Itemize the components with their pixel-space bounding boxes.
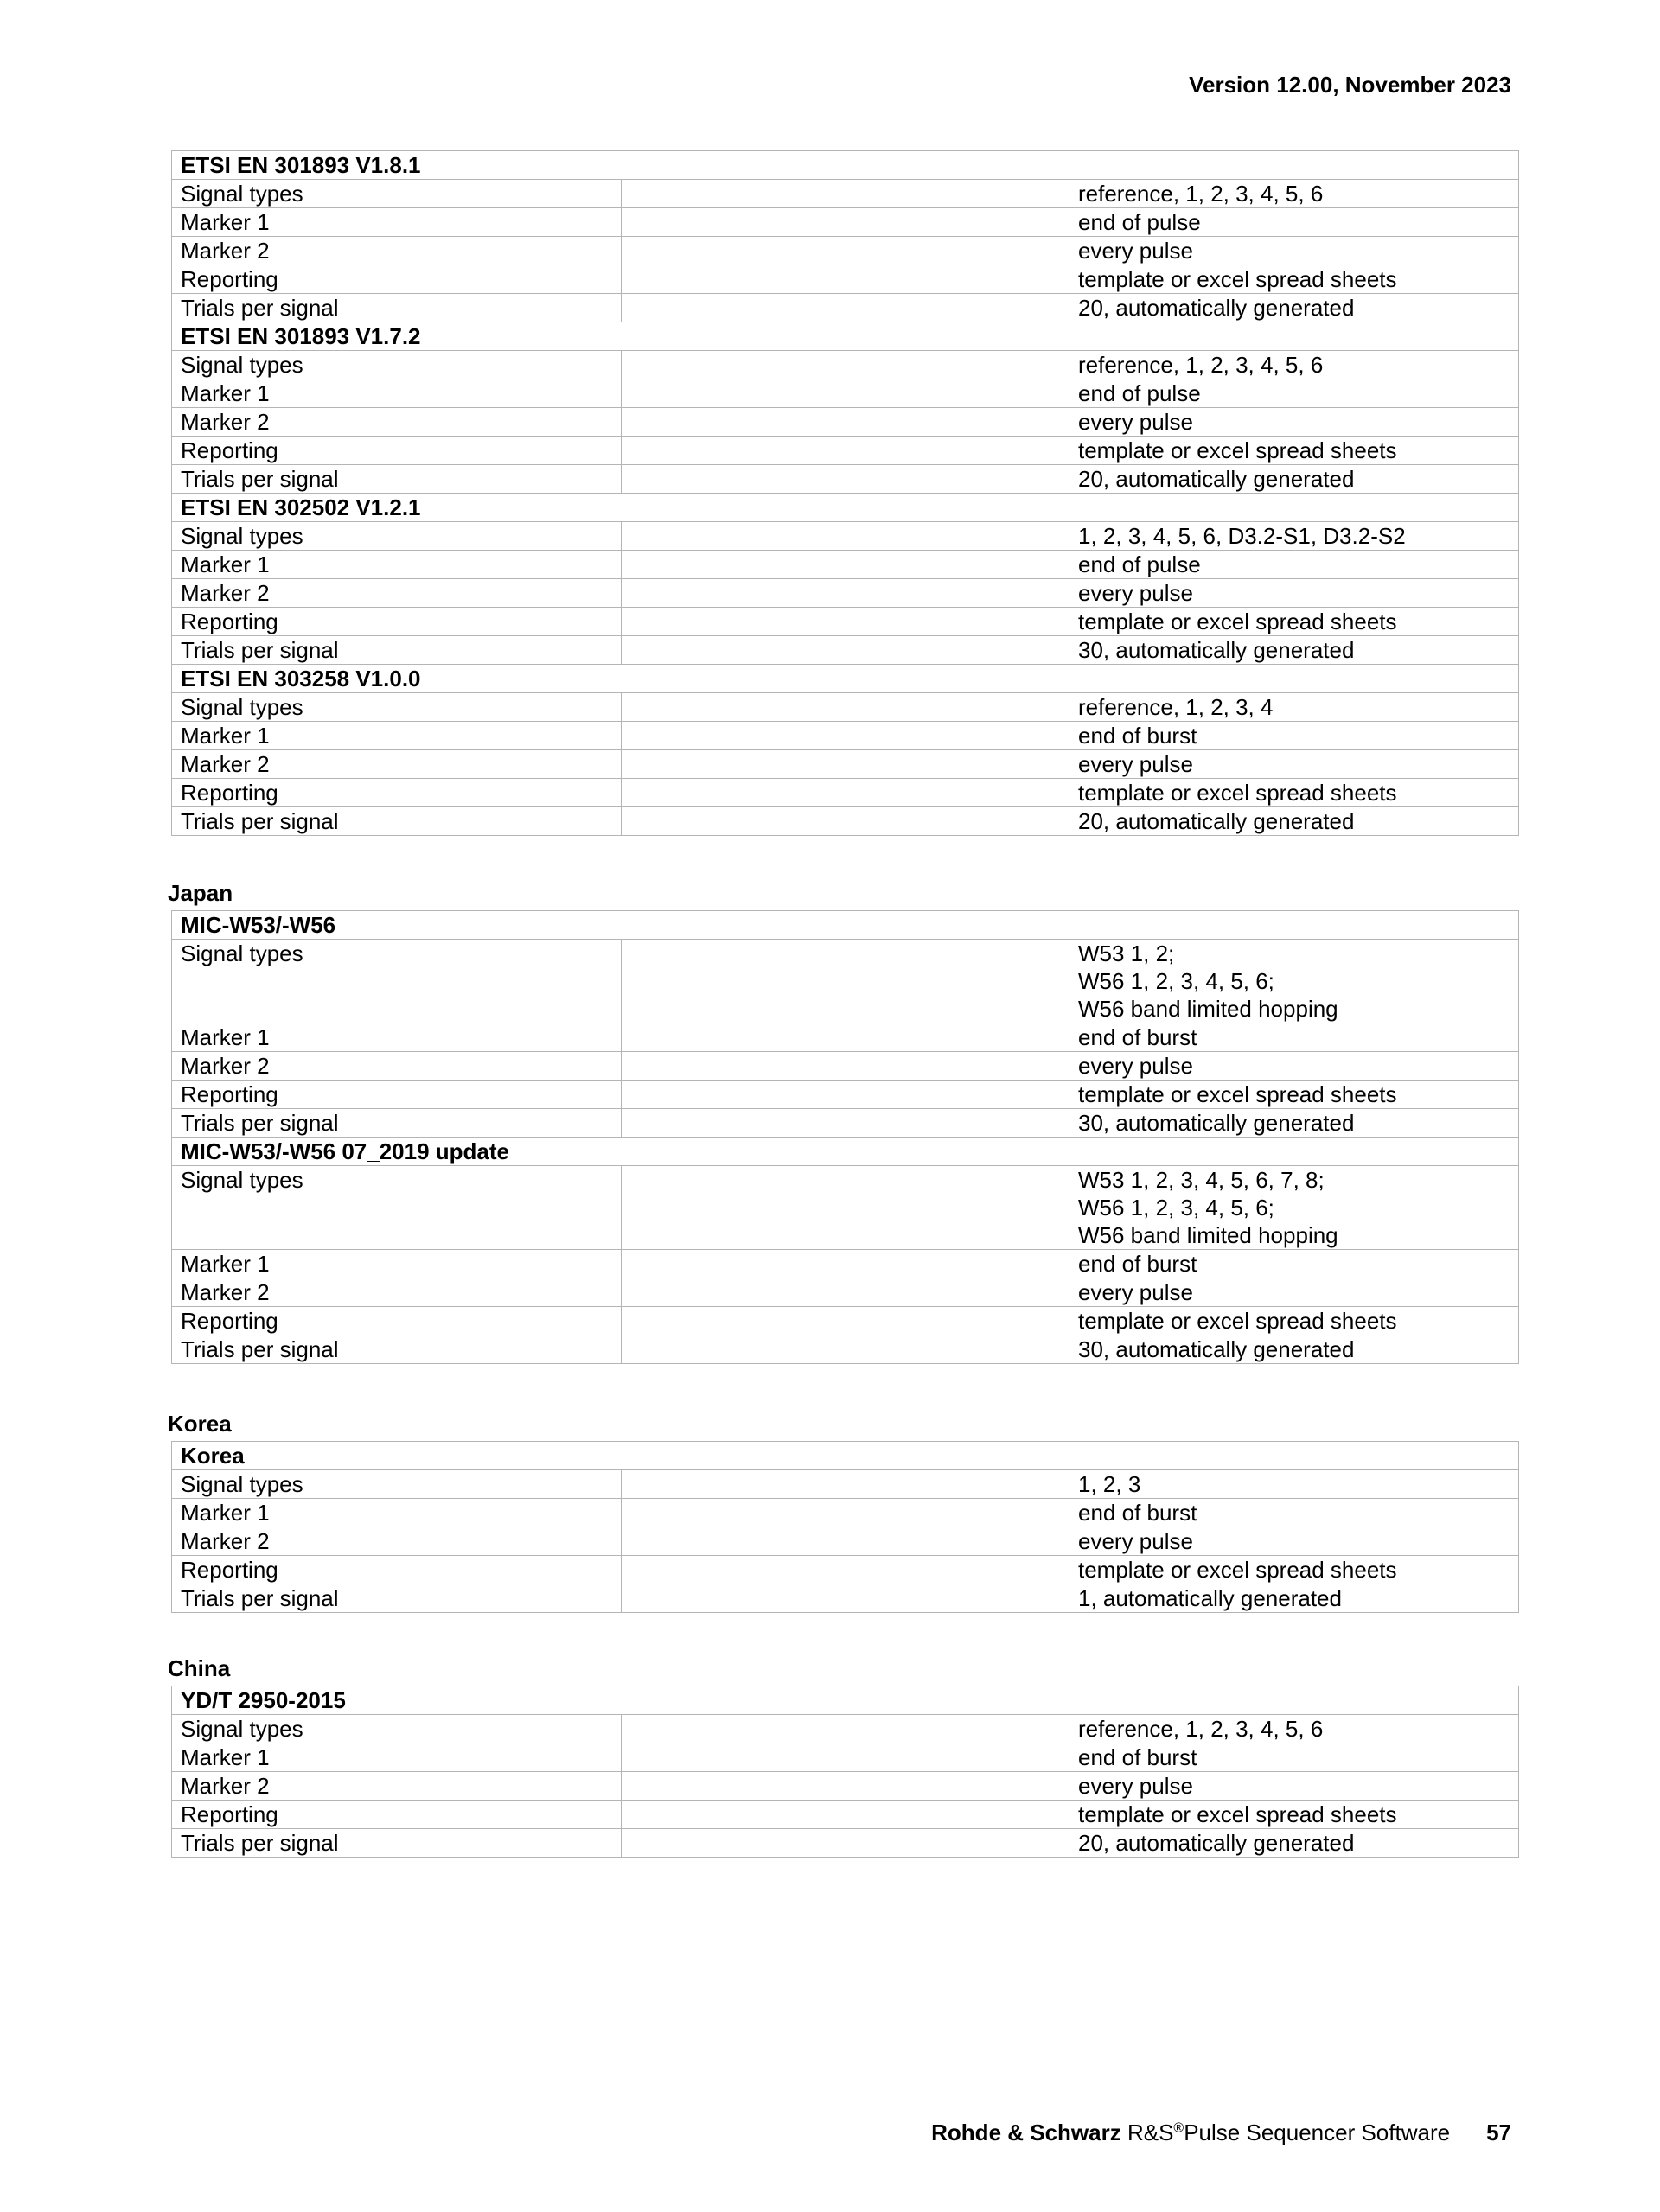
row-label: Trials per signal — [172, 807, 622, 836]
empty-cell — [622, 1499, 1069, 1527]
section-korea — [168, 1406, 1518, 1613]
table-row — [172, 1527, 1519, 1556]
row-label: Signal types — [172, 180, 622, 208]
row-value: template or excel spread sheets — [1069, 1556, 1519, 1584]
row-value: template or excel spread sheets — [1069, 1307, 1519, 1335]
spec-table-body — [172, 1442, 1519, 1613]
empty-cell — [622, 265, 1069, 294]
empty-cell — [622, 1307, 1069, 1335]
table-row — [172, 408, 1519, 437]
row-label: Reporting — [172, 1081, 622, 1109]
empty-cell — [622, 294, 1069, 322]
table-row — [172, 351, 1519, 379]
table-title: ETSI EN 303258 V1.0.0 — [172, 665, 1519, 693]
empty-cell — [622, 408, 1069, 437]
document-version: Version 12.00, November 2023 — [1189, 72, 1511, 98]
row-value: W53 1, 2; W56 1, 2, 3, 4, 5, 6; W56 band limited hopping — [1069, 940, 1519, 1023]
table-title: ETSI EN 301893 V1.8.1 — [172, 151, 1519, 180]
table-row — [172, 608, 1519, 636]
table-title: MIC-W53/-W56 07_2019 update — [172, 1138, 1519, 1166]
empty-cell — [622, 722, 1069, 750]
table-title: ETSI EN 302502 V1.2.1 — [172, 494, 1519, 522]
table-row — [172, 208, 1519, 237]
table-title-row — [172, 665, 1519, 693]
section-etsi — [171, 150, 1518, 836]
table-title: ETSI EN 301893 V1.7.2 — [172, 322, 1519, 351]
empty-cell — [622, 1743, 1069, 1772]
empty-cell — [622, 1556, 1069, 1584]
row-value: W53 1, 2, 3, 4, 5, 6, 7, 8; W56 1, 2, 3, 4, 5, 6; W56 band limited hopping — [1069, 1166, 1519, 1250]
row-value: every pulse — [1069, 1052, 1519, 1081]
table-row — [172, 1556, 1519, 1584]
row-label: Reporting — [172, 608, 622, 636]
row-label: Reporting — [172, 779, 622, 807]
registered-mark: ® — [1173, 2120, 1184, 2136]
empty-cell — [622, 1470, 1069, 1499]
empty-cell — [622, 693, 1069, 722]
row-value: end of burst — [1069, 722, 1519, 750]
empty-cell — [622, 180, 1069, 208]
table-row — [172, 294, 1519, 322]
table-title-row — [172, 494, 1519, 522]
row-label: Marker 1 — [172, 1023, 622, 1052]
empty-cell — [622, 208, 1069, 237]
row-label: Marker 1 — [172, 1499, 622, 1527]
row-label: Signal types — [172, 522, 622, 551]
table-row — [172, 1250, 1519, 1278]
table-row — [172, 1278, 1519, 1307]
row-value: end of burst — [1069, 1023, 1519, 1052]
table-row — [172, 807, 1519, 836]
table-row — [172, 1801, 1519, 1829]
empty-cell — [622, 779, 1069, 807]
table-row — [172, 465, 1519, 494]
table-row — [172, 1109, 1519, 1138]
empty-cell — [622, 1527, 1069, 1556]
row-label: Marker 2 — [172, 1278, 622, 1307]
row-value: 20, automatically generated — [1069, 1829, 1519, 1858]
spec-table-body — [172, 911, 1519, 1364]
empty-cell — [622, 1715, 1069, 1743]
section-japan — [168, 876, 1518, 1364]
row-value: 1, 2, 3 — [1069, 1470, 1519, 1499]
row-label: Signal types — [172, 1715, 622, 1743]
empty-cell — [622, 1052, 1069, 1081]
empty-cell — [622, 1109, 1069, 1138]
table-title: Korea — [172, 1442, 1519, 1470]
table-row — [172, 180, 1519, 208]
empty-cell — [622, 1829, 1069, 1858]
row-value: reference, 1, 2, 3, 4, 5, 6 — [1069, 351, 1519, 379]
row-label: Signal types — [172, 940, 622, 1023]
region-heading: Japan — [168, 880, 233, 906]
row-value: template or excel spread sheets — [1069, 1081, 1519, 1109]
row-label: Marker 2 — [172, 1052, 622, 1081]
row-label: Reporting — [172, 1801, 622, 1829]
empty-cell — [622, 608, 1069, 636]
table-row — [172, 579, 1519, 608]
table-row — [172, 1023, 1519, 1052]
row-value: every pulse — [1069, 750, 1519, 779]
spec-table — [171, 1686, 1519, 1858]
row-label: Marker 2 — [172, 408, 622, 437]
table-row — [172, 693, 1519, 722]
table-row — [172, 750, 1519, 779]
empty-cell — [622, 1278, 1069, 1307]
row-label: Reporting — [172, 437, 622, 465]
table-row — [172, 1715, 1519, 1743]
row-value: every pulse — [1069, 1278, 1519, 1307]
table-title-row — [172, 151, 1519, 180]
table-row — [172, 522, 1519, 551]
empty-cell — [622, 1166, 1069, 1250]
table-row — [172, 779, 1519, 807]
row-value: 30, automatically generated — [1069, 1109, 1519, 1138]
table-row — [172, 1052, 1519, 1081]
table-row — [172, 940, 1519, 1023]
table-row — [172, 1307, 1519, 1335]
table-row — [172, 1470, 1519, 1499]
section-china — [168, 1651, 1518, 1858]
table-row — [172, 1499, 1519, 1527]
empty-cell — [622, 1023, 1069, 1052]
empty-cell — [622, 379, 1069, 408]
row-label: Trials per signal — [172, 1584, 622, 1613]
row-value: end of burst — [1069, 1250, 1519, 1278]
row-label: Signal types — [172, 1166, 622, 1250]
empty-cell — [622, 636, 1069, 665]
row-label: Marker 2 — [172, 237, 622, 265]
row-value: 1, automatically generated — [1069, 1584, 1519, 1613]
empty-cell — [622, 237, 1069, 265]
row-value: end of pulse — [1069, 208, 1519, 237]
row-value: 1, 2, 3, 4, 5, 6, D3.2-S1, D3.2-S2 — [1069, 522, 1519, 551]
footer-product-name: Pulse Sequencer Software — [1184, 2120, 1451, 2145]
spec-table — [171, 1441, 1519, 1613]
table-row — [172, 1772, 1519, 1801]
table-row — [172, 437, 1519, 465]
empty-cell — [622, 940, 1069, 1023]
table-row — [172, 722, 1519, 750]
row-label: Marker 1 — [172, 208, 622, 237]
table-title: MIC-W53/-W56 — [172, 911, 1519, 940]
row-value: 30, automatically generated — [1069, 636, 1519, 665]
table-title-row — [172, 911, 1519, 940]
empty-cell — [622, 1081, 1069, 1109]
row-label: Trials per signal — [172, 1109, 622, 1138]
table-title-row — [172, 1442, 1519, 1470]
table-title-row — [172, 1138, 1519, 1166]
row-label: Reporting — [172, 1556, 622, 1584]
row-value: end of burst — [1069, 1743, 1519, 1772]
row-label: Marker 1 — [172, 379, 622, 408]
row-value: reference, 1, 2, 3, 4, 5, 6 — [1069, 180, 1519, 208]
page-footer — [931, 2120, 1511, 2146]
row-value: template or excel spread sheets — [1069, 437, 1519, 465]
table-row — [172, 379, 1519, 408]
row-value: reference, 1, 2, 3, 4 — [1069, 693, 1519, 722]
footer-product-prefix: R&S — [1120, 2120, 1174, 2145]
row-label: Trials per signal — [172, 636, 622, 665]
row-label: Marker 1 — [172, 722, 622, 750]
row-value: 20, automatically generated — [1069, 465, 1519, 494]
row-value: reference, 1, 2, 3, 4, 5, 6 — [1069, 1715, 1519, 1743]
row-label: Trials per signal — [172, 294, 622, 322]
empty-cell — [622, 1801, 1069, 1829]
empty-cell — [622, 1772, 1069, 1801]
row-value: template or excel spread sheets — [1069, 265, 1519, 294]
region-heading: China — [168, 1655, 231, 1681]
row-label: Signal types — [172, 351, 622, 379]
row-value: 20, automatically generated — [1069, 294, 1519, 322]
row-label: Reporting — [172, 1307, 622, 1335]
spec-table-body — [172, 1686, 1519, 1858]
empty-cell — [622, 351, 1069, 379]
row-value: template or excel spread sheets — [1069, 608, 1519, 636]
empty-cell — [622, 579, 1069, 608]
table-row — [172, 237, 1519, 265]
row-label: Trials per signal — [172, 1335, 622, 1364]
row-value: every pulse — [1069, 1527, 1519, 1556]
row-label: Trials per signal — [172, 1829, 622, 1858]
table-row — [172, 265, 1519, 294]
row-label: Marker 2 — [172, 579, 622, 608]
row-label: Signal types — [172, 693, 622, 722]
row-label: Marker 1 — [172, 551, 622, 579]
row-label: Signal types — [172, 1470, 622, 1499]
row-label: Marker 2 — [172, 1527, 622, 1556]
table-row — [172, 636, 1519, 665]
row-label: Reporting — [172, 265, 622, 294]
page-number: 57 — [1486, 2120, 1511, 2145]
row-value: end of burst — [1069, 1499, 1519, 1527]
empty-cell — [622, 1335, 1069, 1364]
row-label: Trials per signal — [172, 465, 622, 494]
row-value: every pulse — [1069, 237, 1519, 265]
row-label: Marker 1 — [172, 1250, 622, 1278]
row-label: Marker 2 — [172, 750, 622, 779]
empty-cell — [622, 750, 1069, 779]
table-row — [172, 1335, 1519, 1364]
table-title-row — [172, 1686, 1519, 1715]
table-title-row — [172, 322, 1519, 351]
row-value: end of pulse — [1069, 379, 1519, 408]
table-row — [172, 1584, 1519, 1613]
table-row — [172, 551, 1519, 579]
empty-cell — [622, 551, 1069, 579]
spec-table — [171, 910, 1519, 1364]
table-title: YD/T 2950-2015 — [172, 1686, 1519, 1715]
row-value: every pulse — [1069, 579, 1519, 608]
row-value: every pulse — [1069, 408, 1519, 437]
row-value: template or excel spread sheets — [1069, 1801, 1519, 1829]
table-row — [172, 1081, 1519, 1109]
row-value: end of pulse — [1069, 551, 1519, 579]
footer-brand: Rohde & Schwarz — [931, 2120, 1121, 2145]
table-row — [172, 1166, 1519, 1250]
row-value: template or excel spread sheets — [1069, 779, 1519, 807]
row-value: every pulse — [1069, 1772, 1519, 1801]
spec-table-body — [172, 151, 1519, 836]
empty-cell — [622, 1250, 1069, 1278]
row-value: 30, automatically generated — [1069, 1335, 1519, 1364]
empty-cell — [622, 465, 1069, 494]
region-heading: Korea — [168, 1411, 232, 1437]
table-row — [172, 1743, 1519, 1772]
table-row — [172, 1829, 1519, 1858]
row-label: Marker 2 — [172, 1772, 622, 1801]
empty-cell — [622, 1584, 1069, 1613]
empty-cell — [622, 807, 1069, 836]
row-value: 20, automatically generated — [1069, 807, 1519, 836]
empty-cell — [622, 437, 1069, 465]
spec-table — [171, 150, 1519, 836]
empty-cell — [622, 522, 1069, 551]
row-label: Marker 1 — [172, 1743, 622, 1772]
